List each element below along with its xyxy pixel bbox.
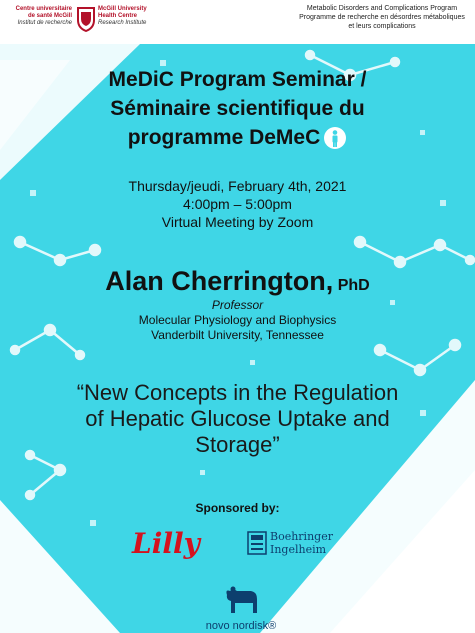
ciusss-logo bbox=[6, 6, 72, 27]
ciusss-line2: de santé McGill bbox=[27, 13, 72, 19]
mcgill-line1: McGill University bbox=[98, 6, 147, 12]
header-bar bbox=[0, 0, 475, 44]
event-date: Thursday/jeudi, February 4th, 2021 bbox=[128, 178, 347, 194]
mcgill-logo-text bbox=[98, 6, 178, 27]
bi-line1: Boehringer bbox=[270, 530, 333, 543]
ciusss-line3: Institut de recherche bbox=[17, 20, 72, 26]
event-location: Virtual Meeting by Zoom bbox=[161, 214, 314, 230]
program-line2: Programme de recherche en désordres métaboliques bbox=[299, 14, 465, 21]
bi-line2: Ingelheim bbox=[270, 543, 327, 556]
mcgill-line2: Health Centre bbox=[98, 13, 138, 19]
program-name bbox=[297, 4, 467, 31]
speaker-credential: PhD bbox=[337, 277, 370, 294]
sponsored-by-label: Sponsored by: bbox=[195, 501, 280, 515]
seminar-title-line1: MeDiC Program Seminar / bbox=[108, 68, 367, 91]
event-time: 4:00pm – 5:00pm bbox=[183, 196, 292, 212]
program-line3: et leurs complications bbox=[348, 23, 416, 30]
seminar-title-line2: Séminaire scientifique du bbox=[110, 97, 365, 120]
speaker-institution: Vanderbilt University, Tennessee bbox=[151, 328, 324, 342]
mcgill-shield-icon bbox=[76, 6, 96, 32]
boehringer-ingelheim-logo bbox=[246, 530, 356, 558]
seminar-title-line3-text: programme DeMeC bbox=[127, 126, 321, 149]
mcgill-line3: Research Institute bbox=[98, 20, 147, 26]
speaker-name bbox=[0, 266, 475, 297]
lilly-logo: Lilly bbox=[132, 527, 200, 560]
talk-title-line3: Storage” bbox=[195, 432, 280, 457]
program-line1: Metabolic Disorders and Complications Program bbox=[306, 5, 458, 12]
talk-title-line2: of Hepatic Glucose Uptake and bbox=[85, 406, 390, 431]
novo-nordisk-logo bbox=[196, 585, 286, 633]
apis-bull-icon bbox=[221, 585, 261, 619]
ciusss-line1: Centre universitaire bbox=[15, 6, 72, 12]
speaker-name-text: Alan Cherrington, bbox=[105, 266, 334, 296]
seminar-title-line3 bbox=[0, 126, 475, 150]
novo-nordisk-text: novo nordisk® bbox=[205, 620, 277, 632]
speaker-department: Molecular Physiology and Biophysics bbox=[138, 313, 337, 327]
boehringer-ingelheim-icon bbox=[246, 530, 268, 556]
speaker-title: Professor bbox=[211, 298, 264, 312]
talk-title bbox=[20, 380, 455, 458]
talk-title-line1: “New Concepts in the Regulation bbox=[76, 380, 399, 405]
person-icon bbox=[323, 126, 347, 150]
